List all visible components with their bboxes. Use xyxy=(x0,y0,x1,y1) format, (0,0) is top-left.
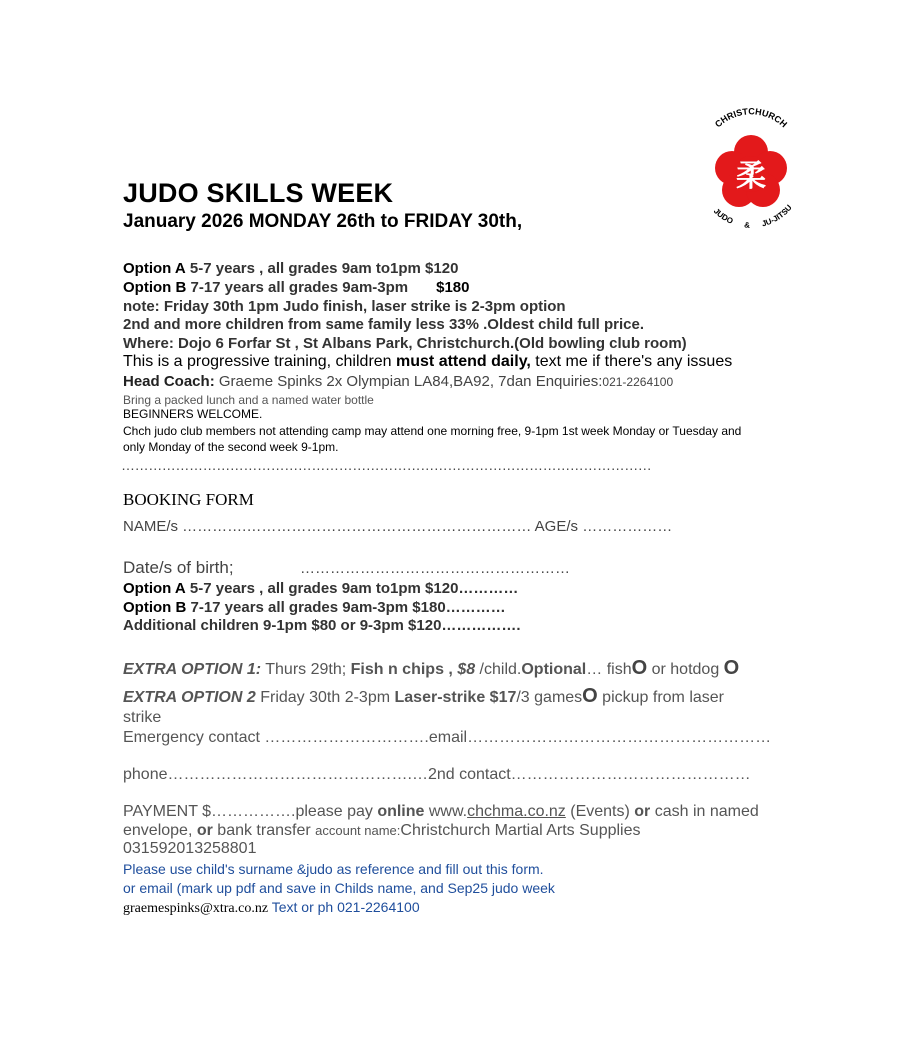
hotdog-checkbox[interactable]: O xyxy=(723,657,740,679)
page-subtitle: January 2026 MONDAY 26th to FRIDAY 30th, xyxy=(123,211,523,232)
logo-jujitsu-text: JU-JITSU xyxy=(760,203,794,229)
progressive-bold: must attend daily, xyxy=(396,353,531,370)
logo-top-text: CHRISTCHURCH xyxy=(712,106,790,130)
info-progressive xyxy=(123,353,732,371)
payment-or: or xyxy=(634,803,651,820)
payment-or-2: or xyxy=(196,822,213,839)
extra-option-2-text-2: /3 games xyxy=(516,689,583,706)
payment-website-link[interactable]: chchma.co.nz xyxy=(467,803,566,820)
dob-field[interactable]: ……………………………………………… xyxy=(300,560,570,577)
progressive-text-1: This is a progressive training, children xyxy=(123,353,397,370)
form-option-b[interactable] xyxy=(123,599,506,616)
coach-phone: 021-2264100 xyxy=(602,375,674,389)
info-note: note: Friday 30th 1pm Judo finish, laser strike is 2-3pm option xyxy=(123,298,566,315)
extra-option-2-laser: Laser-strike $17 xyxy=(394,689,517,706)
payment-line-2 xyxy=(123,822,641,840)
fish-checkbox[interactable]: O xyxy=(631,657,648,679)
extra-option-1-optional: Optional xyxy=(521,661,587,678)
info-option-b-text: 7-17 years all grades 9am-3pm xyxy=(186,279,409,296)
page-title: JUDO SKILLS WEEK xyxy=(123,178,394,208)
contact-text: Text or ph 021-2264100 xyxy=(268,899,420,915)
section-divider: ……………………………………………………………………………………………………… xyxy=(121,457,652,473)
form-option-b-text: 7-17 years all grades 9am-3pm $180………… xyxy=(186,599,506,616)
phone-field[interactable]: phone……………………………………….…2nd contact……………………………………… xyxy=(123,766,751,783)
info-siblings: 2nd and more children from same family less 33% .Oldest child full price. xyxy=(123,316,644,333)
dob-label: Date/s of birth; xyxy=(123,558,234,577)
payment-account-name: Christchurch Martial Arts Supplies xyxy=(400,822,641,839)
form-option-a-text: 5-7 years , all grades 9am to1pm $120………… xyxy=(185,580,519,597)
info-option-a xyxy=(123,260,458,277)
logo-amp-text: & xyxy=(743,220,751,230)
info-members-line-1: Chch judo club members not attending camp may attend one morning free, 9-1pm 1st week Monday or Tuesday and xyxy=(123,424,742,438)
info-beginners: BEGINNERS WELCOME. xyxy=(123,407,263,421)
logo-kanji: 柔 xyxy=(736,159,766,194)
email-instructions: or email (mark up pdf and save in Childs name, and Sep25 judo week xyxy=(123,880,555,896)
svg-text:JUDO xyxy=(712,207,735,226)
reference-instructions: Please use child's surname &judo as reference and fill out this form. xyxy=(123,861,544,877)
club-logo xyxy=(694,102,808,242)
name-age-field[interactable]: NAME/s ………….………………………………………………… AGE/s ……………… xyxy=(123,518,673,535)
extra-option-1-label: EXTRA OPTION 1: xyxy=(123,661,262,678)
extra-option-2 xyxy=(123,685,724,708)
info-option-b-price: $180 xyxy=(436,279,470,296)
progressive-text-2: text me if there's any issues xyxy=(530,353,733,370)
svg-text:& xyxy=(744,220,751,229)
info-option-a-label: Option A xyxy=(123,260,186,277)
laser-checkbox[interactable]: O xyxy=(582,685,598,707)
logo-judo-text: JUDO xyxy=(711,206,735,226)
form-option-b-label: Option B xyxy=(123,599,187,616)
payment-text-4: cash in named xyxy=(650,803,759,820)
extra-option-2-wrap: strike xyxy=(123,709,162,726)
form-additional-children[interactable]: Additional children 9-1pm $80 or 9-3pm $120……………. xyxy=(123,617,521,634)
contact-line xyxy=(123,899,420,917)
extra-option-2-text-3: pickup from laser xyxy=(597,689,724,706)
booking-form-heading: BOOKING FORM xyxy=(123,490,254,509)
form-option-a[interactable] xyxy=(123,580,518,597)
info-members-line-2: only Monday of the second week 9-1pm. xyxy=(123,440,339,454)
extra-option-1-or: or hotdog xyxy=(647,661,724,678)
payment-online: online xyxy=(377,803,425,820)
extra-option-1-text-1: Thurs 29th; xyxy=(261,661,351,678)
payment-text-3: (Events) xyxy=(565,803,635,820)
form-option-a-label: Option A xyxy=(123,580,186,597)
coach-label: Head Coach: xyxy=(123,373,215,390)
account-number: 031592013258801 xyxy=(123,840,257,857)
payment-line-1 xyxy=(123,803,759,821)
contact-email-link[interactable]: graemespinks@xtra.co.nz xyxy=(123,901,269,916)
payment-text-2: www. xyxy=(424,803,468,820)
coach-text: Graeme Spinks 2x Olympian LA84,BA92, 7dan Enquiries: xyxy=(214,373,603,390)
info-option-a-text: 5-7 years , all grades 9am to1pm $120 xyxy=(185,260,459,277)
payment-text-1: PAYMENT $…………….please pay xyxy=(123,803,378,820)
extra-option-2-label: EXTRA OPTION 2 xyxy=(123,689,256,706)
info-option-b xyxy=(123,279,470,296)
extra-option-1-fish: Fish n chips , xyxy=(350,661,458,678)
info-where: Where: Dojo 6 Forfar St , St Albans Park, Christchurch.(Old bowling club room) xyxy=(123,335,687,352)
info-option-b-label: Option B xyxy=(123,279,187,296)
extra-option-2-text-1: Friday 30th 2-3pm xyxy=(255,689,395,706)
payment-text-6: bank transfer xyxy=(212,822,316,839)
extra-option-1-text-3: … fish xyxy=(586,661,632,678)
extra-option-1-text-2: /child. xyxy=(475,661,522,678)
extra-option-1 xyxy=(123,657,739,680)
payment-text-5: envelope, xyxy=(123,822,197,839)
emergency-contact-field[interactable]: Emergency contact ………………………….email………………………………………………… xyxy=(123,729,772,746)
info-lunch: Bring a packed lunch and a named water bottle xyxy=(123,393,374,407)
extra-option-1-price: $8 xyxy=(457,661,476,678)
info-coach xyxy=(123,373,673,390)
payment-account-label: account name: xyxy=(315,823,401,838)
svg-text:CHRISTCHURCH xyxy=(713,106,789,129)
